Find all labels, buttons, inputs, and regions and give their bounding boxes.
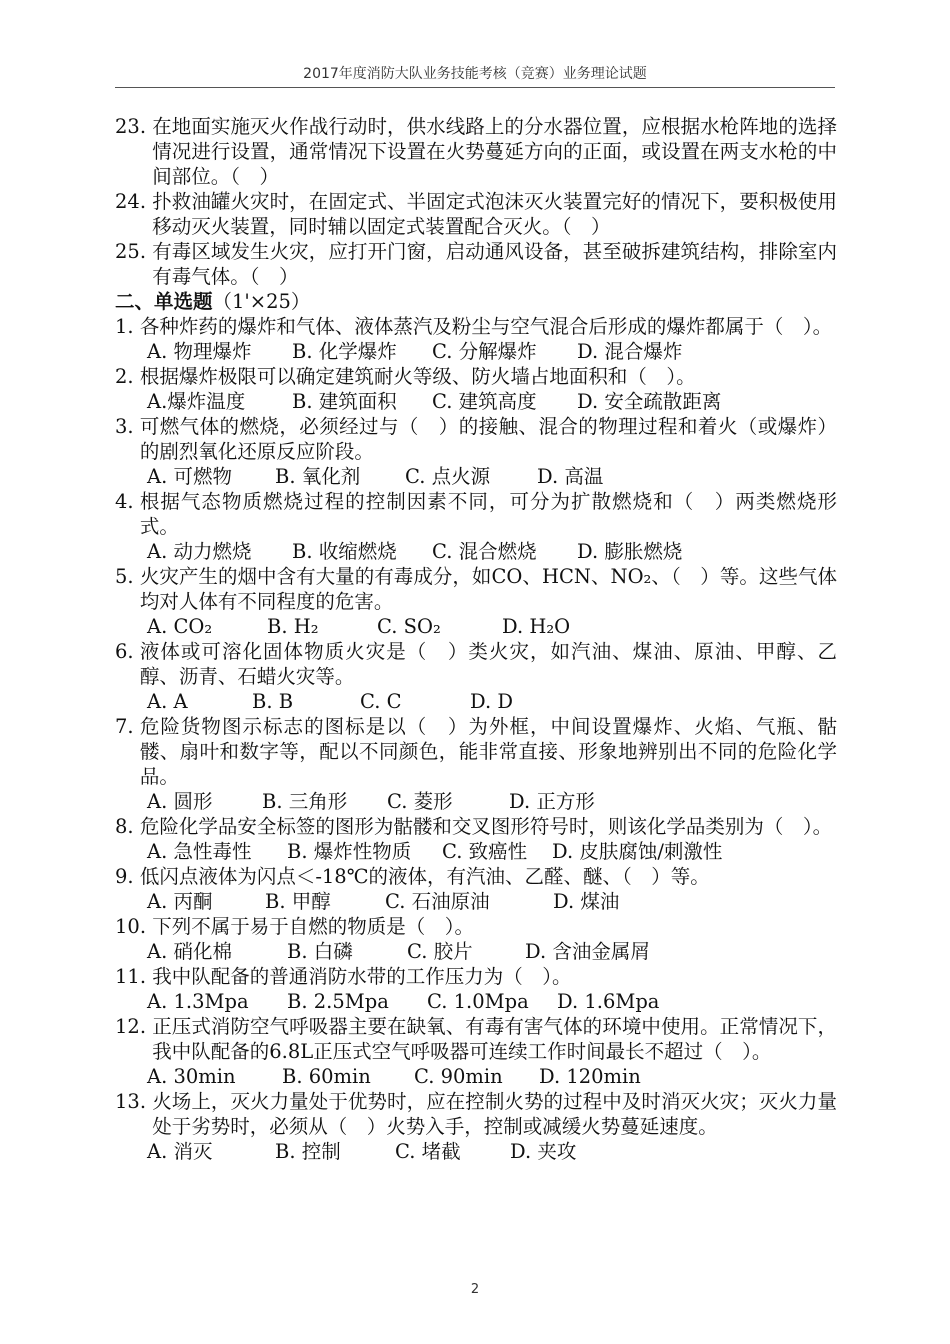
option-c: C. C — [360, 690, 402, 713]
option-c: C. 分解爆炸 — [432, 340, 537, 363]
question-text: 火场上，灭火力量处于优势时，应在控制火势的过程中及时消灭火灾；灭火力量处于劣势时，必须从（ ）火势入手，控制或减缓火势蔓延速度。 — [152, 1090, 837, 1138]
option-b: B. 爆炸性物质 — [287, 840, 412, 863]
options-row — [115, 889, 837, 914]
single-choice-question-5 — [115, 564, 837, 614]
option-d: D. 煤油 — [553, 890, 620, 913]
question-number: 5. — [115, 565, 140, 588]
question-text: 可燃气体的燃烧，必须经过与（ ）的接触、混合的物理过程和着火（或爆炸）的剧烈氧化还原反应阶段。 — [139, 415, 837, 463]
judge-question-23 — [115, 114, 837, 189]
option-c: C. 建筑高度 — [432, 390, 537, 413]
option-c: C. 菱形 — [387, 790, 453, 813]
option-a: A. 急性毒性 — [147, 840, 252, 863]
single-choice-question-10 — [115, 914, 837, 939]
section-score-note: （1'×25） — [212, 290, 311, 313]
option-c: C. 1.0Mpa — [427, 990, 529, 1013]
option-a: A. 圆形 — [147, 790, 213, 813]
option-a: A. 可燃物 — [147, 465, 232, 488]
question-number: 13. — [115, 1090, 153, 1113]
option-b: B. B — [252, 690, 294, 713]
single-choice-question-11 — [115, 964, 837, 989]
question-number: 12. — [115, 1015, 153, 1038]
question-number: 9. — [115, 865, 140, 888]
option-d: D. 高温 — [537, 465, 604, 488]
option-b: B. 60min — [282, 1065, 371, 1088]
option-d: D. 夹攻 — [510, 1140, 577, 1163]
option-b: B. 化学爆炸 — [292, 340, 397, 363]
option-b: B. 控制 — [275, 1140, 341, 1163]
option-b: B. H₂ — [267, 615, 319, 638]
option-d: D. 安全疏散距离 — [577, 390, 722, 413]
question-text: 液体或可溶化固体物质火灾是（ ）类火灾，如汽油、煤油、原油、甲醇、乙醇、沥青、石蜡火灾等。 — [139, 640, 837, 688]
question-number: 2. — [115, 365, 140, 388]
question-text: 正压式消防空气呼吸器主要在缺氧、有毒有害气体的环境中使用。正常情况下，我中队配备的6.8L正压式空气呼吸器可连续工作时间最长不超过（ ）。 — [152, 1015, 837, 1063]
single-choice-question-1 — [115, 314, 837, 339]
question-text: 危险货物图示标志的图标是以（ ）为外框，中间设置爆炸、火焰、气瓶、骷髅、扇叶和数字等，配以不同颜色，能非常直接、形象地辨别出不同的危险化学品。 — [139, 715, 837, 788]
options-row — [115, 789, 837, 814]
options-row — [115, 939, 837, 964]
options-row — [115, 614, 837, 639]
option-a: A. CO₂ — [147, 615, 213, 638]
question-number: 24. — [115, 190, 153, 213]
option-b: B. 甲醇 — [265, 890, 331, 913]
judge-question-24 — [115, 189, 837, 239]
question-text: 低闪点液体为闪点＜-18℃的液体，有汽油、乙醛、醚、（ ）等。 — [139, 865, 710, 888]
option-a: A. 30min — [147, 1065, 236, 1088]
options-row — [115, 539, 837, 564]
question-number: 23. — [115, 115, 153, 138]
question-text: 危险化学品安全标签的图形为骷髅和交叉图形符号时，则该化学品类别为（ ）。 — [139, 815, 833, 838]
question-content — [115, 114, 837, 1164]
single-choice-question-9 — [115, 864, 837, 889]
option-c: C. 点火源 — [405, 465, 491, 488]
option-d: D. 120min — [539, 1065, 641, 1088]
question-text: 下列不属于易于自燃的物质是（ ）。 — [152, 915, 474, 938]
option-a: A. 硝化棉 — [147, 940, 232, 963]
question-number: 4. — [115, 490, 140, 513]
single-choice-question-13 — [115, 1089, 837, 1139]
options-row — [115, 1064, 837, 1089]
option-d: D. 膨胀燃烧 — [577, 540, 683, 563]
option-a: A.爆炸温度 — [147, 390, 246, 413]
option-d: D. 混合爆炸 — [577, 340, 683, 363]
single-choice-question-3 — [115, 414, 837, 464]
option-c: C. 致癌性 — [442, 840, 528, 863]
options-row — [115, 1139, 837, 1164]
section-heading — [115, 289, 837, 314]
option-c: C. SO₂ — [377, 615, 441, 638]
options-row — [115, 464, 837, 489]
header-rule — [115, 87, 835, 88]
single-choice-question-2 — [115, 364, 837, 389]
option-d: D. D — [470, 690, 513, 713]
option-d: D. 含油金属屑 — [525, 940, 650, 963]
option-c: C. 90min — [414, 1065, 503, 1088]
single-choice-question-4 — [115, 489, 837, 539]
option-b: B. 收缩燃烧 — [292, 540, 397, 563]
option-d: D. H₂O — [502, 615, 571, 638]
option-d: D. 皮肤腐蚀/刺激性 — [552, 840, 723, 863]
question-text: 我中队配备的普通消防水带的工作压力为（ ）。 — [152, 965, 572, 988]
question-number: 25. — [115, 240, 153, 263]
question-number: 8. — [115, 815, 140, 838]
question-text: 扑救油罐火灾时，在固定式、半固定式泡沫灭火装置完好的情况下，要积极使用移动灭火装置，同时辅以固定式装置配合灭火。（ ） — [152, 190, 837, 238]
options-row — [115, 989, 837, 1014]
options-row — [115, 389, 837, 414]
option-a: A. 丙酮 — [147, 890, 213, 913]
option-a: A. 动力燃烧 — [147, 540, 252, 563]
option-c: C. 混合燃烧 — [432, 540, 537, 563]
question-number: 1. — [115, 315, 140, 338]
option-b: B. 2.5Mpa — [287, 990, 389, 1013]
option-c: C. 堵截 — [395, 1140, 461, 1163]
single-choice-question-7 — [115, 714, 837, 789]
single-choice-question-8 — [115, 814, 837, 839]
question-text: 各种炸药的爆炸和气体、液体蒸汽及粉尘与空气混合后形成的爆炸都属于（ ）。 — [139, 315, 833, 338]
question-number: 11. — [115, 965, 153, 988]
options-row — [115, 839, 837, 864]
single-choice-question-6 — [115, 639, 837, 689]
option-c: C. 石油原油 — [385, 890, 490, 913]
option-a: A. A — [147, 690, 188, 713]
option-b: B. 氧化剂 — [275, 465, 361, 488]
option-b: B. 建筑面积 — [292, 390, 397, 413]
question-number: 10. — [115, 915, 153, 938]
question-text: 在地面实施灭火作战行动时，供水线路上的分水器位置，应根据水枪阵地的选择情况进行设置，通常情况下设置在火势蔓延方向的正面，或设置在两支水枪的中间部位。（ ） — [152, 115, 837, 188]
single-choice-list — [115, 314, 837, 1164]
question-number: 6. — [115, 640, 140, 663]
judge-question-25 — [115, 239, 837, 289]
page-header: 2017年度消防大队业务技能考核（竞赛）业务理论试题 — [303, 66, 647, 82]
page-number: 2 — [470, 1282, 480, 1297]
options-row — [115, 689, 837, 714]
option-a: A. 1.3Mpa — [147, 990, 249, 1013]
option-d: D. 1.6Mpa — [557, 990, 660, 1013]
question-text: 根据气态物质燃烧过程的控制因素不同，可分为扩散燃烧和（ ）两类燃烧形式。 — [139, 490, 837, 538]
option-a: A. 物理爆炸 — [147, 340, 252, 363]
question-number: 3. — [115, 415, 140, 438]
option-b: B. 白磷 — [287, 940, 353, 963]
section-title: 二、单选题 — [115, 290, 213, 313]
question-text: 有毒区域发生火灾，应打开门窗，启动通风设备，甚至破拆建筑结构，排除室内有毒气体。（ ） — [152, 240, 837, 288]
options-row — [115, 339, 837, 364]
single-choice-question-12 — [115, 1014, 837, 1064]
question-text: 根据爆炸极限可以确定建筑耐火等级、防火墙占地面积和（ ）。 — [139, 365, 696, 388]
question-text: 火灾产生的烟中含有大量的有毒成分，如CO、HCN、NO₂、（ ）等。这些气体均对人体有不同程度的危害。 — [139, 565, 837, 613]
option-c: C. 胶片 — [407, 940, 473, 963]
option-d: D. 正方形 — [509, 790, 595, 813]
option-b: B. 三角形 — [262, 790, 348, 813]
question-number: 7. — [115, 715, 140, 738]
option-a: A. 消灭 — [147, 1140, 213, 1163]
